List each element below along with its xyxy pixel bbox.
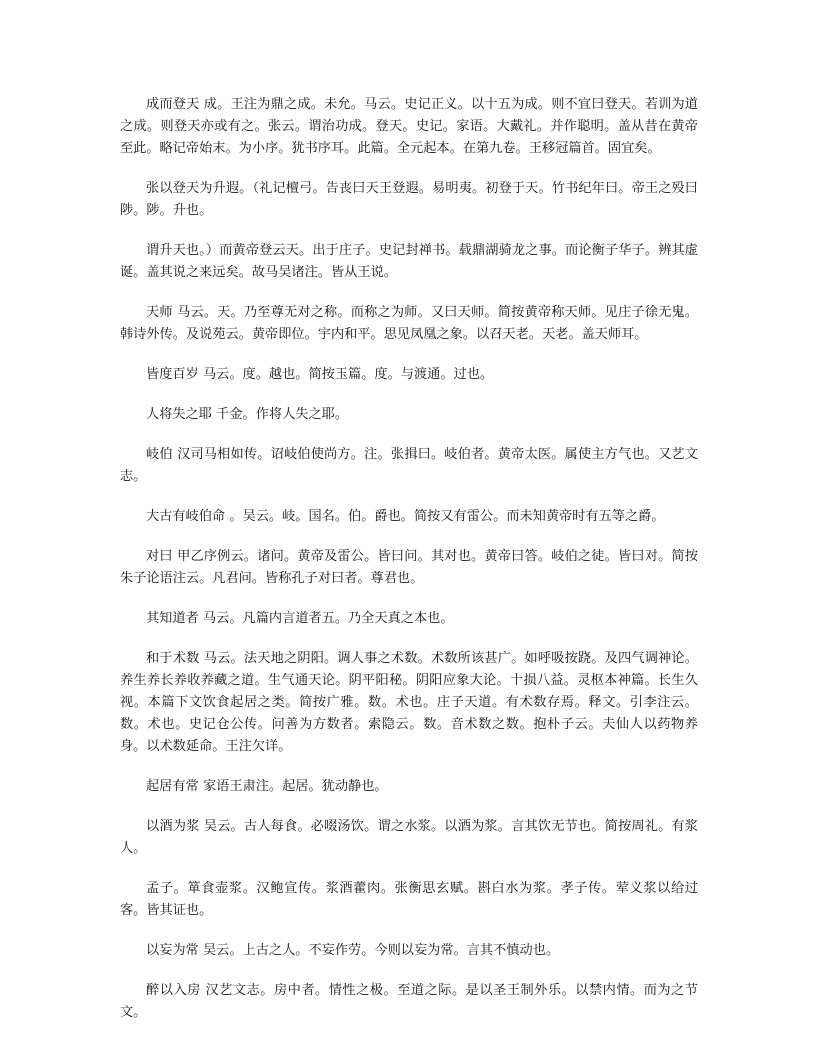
document-body [120,94,698,1042]
paragraph: 天师 马云。天。乃至尊无对之称。而称之为师。又曰天师。简按黄帝称天师。见庄子徐无鬼。韩诗外传。及说苑云。黄帝即位。宇内和平。思见凤凰之象。以召天老。天老。盖天师耳。 [120,305,698,342]
paragraph: 孟子。箪食壶浆。汉鲍宣传。浆酒藿肉。张衡思玄赋。斟白水为浆。孝子传。荤义浆以给过客。皆其证也。 [120,881,698,918]
paragraph: 起居有常 家语王肃注。起居。犹动静也。 [146,779,388,794]
paragraph: 醉以入房 汉艺文志。房中者。情性之极。至道之际。是以圣王制外乐。以禁内情。而为之节文。 [120,983,698,1020]
paragraph: 人将失之耶 千金。作将人失之耶。 [146,407,349,422]
paragraph: 谓升天也。）而黄帝登云天。出于庄子。史记封禅书。载鼎湖骑龙之事。而论衡子华子。辨其虚诞。盖其说之来远矣。故马吴诸注。皆从王说。 [120,243,698,280]
paragraph: 和于术数 马云。法天地之阴阳。调人事之术数。术数所该甚广。如呼吸按跷。及四气调神论。养生养长养收养藏之道。生气通天论。阴平阳秘。阴阳应象大论。十损八益。灵枢本神篇。长生久视。本篇下文饮食起居之类。简按广雅。数。术也。庄子天道。有术数存焉。释文。引李注云。数。术也。史记仓公传。问善为方数者。索隐云。数。音术数之数。抱朴子云。夫仙人以药物养身。以术数延命。王注欠详。 [120,651,698,754]
paragraph: 皆度百岁 马云。度。越也。简按玉篇。度。与渡通。过也。 [146,367,494,382]
paragraph: 大古有岐伯命 。吴云。岐。国名。伯。爵也。简按又有雷公。而未知黄帝时有五等之爵。 [146,509,665,524]
paragraph: 以酒为浆 吴云。古人每食。必啜汤饮。谓之水浆。以酒为浆。言其饮无节也。简按周礼。有浆人。 [120,819,698,856]
paragraph: 对曰 甲乙序例云。诸问。黄帝及雷公。皆曰问。其对也。黄帝曰答。岐伯之徒。皆曰对。简按朱子论语注云。凡君问。皆称孔子对曰者。尊君也。 [120,549,698,586]
paragraph: 成而登天 成。王注为鼎之成。未允。马云。史记正义。以十五为成。则不宜曰登天。若训为道之成。则登天亦或有之。张云。谓治功成。登天。史记。家语。大戴礼。并作聪明。盖从昔在黄帝至此。略记帝始末。为小序。犹书序耳。此篇。全元起本。在第九卷。王移冠篇首。固宜矣。 [120,97,698,156]
paragraph: 其知道者 马云。凡篇内言道者五。乃全天真之本也。 [146,611,454,626]
paragraph: 岐伯 汉司马相如传。诏岐伯使尚方。注。张揖曰。岐伯者。黄帝太医。属使主方气也。又艺文志。 [120,447,698,484]
paragraph: 张以登天为升遐。（礼记檀弓。告丧曰天王登遐。易明夷。初登于天。竹书纪年曰。帝王之殁曰陟。陟。升也。 [120,181,698,218]
paragraph: 以妄为常 吴云。上古之人。不妄作劳。今则以妄为常。言其不慎动也。 [146,943,560,958]
